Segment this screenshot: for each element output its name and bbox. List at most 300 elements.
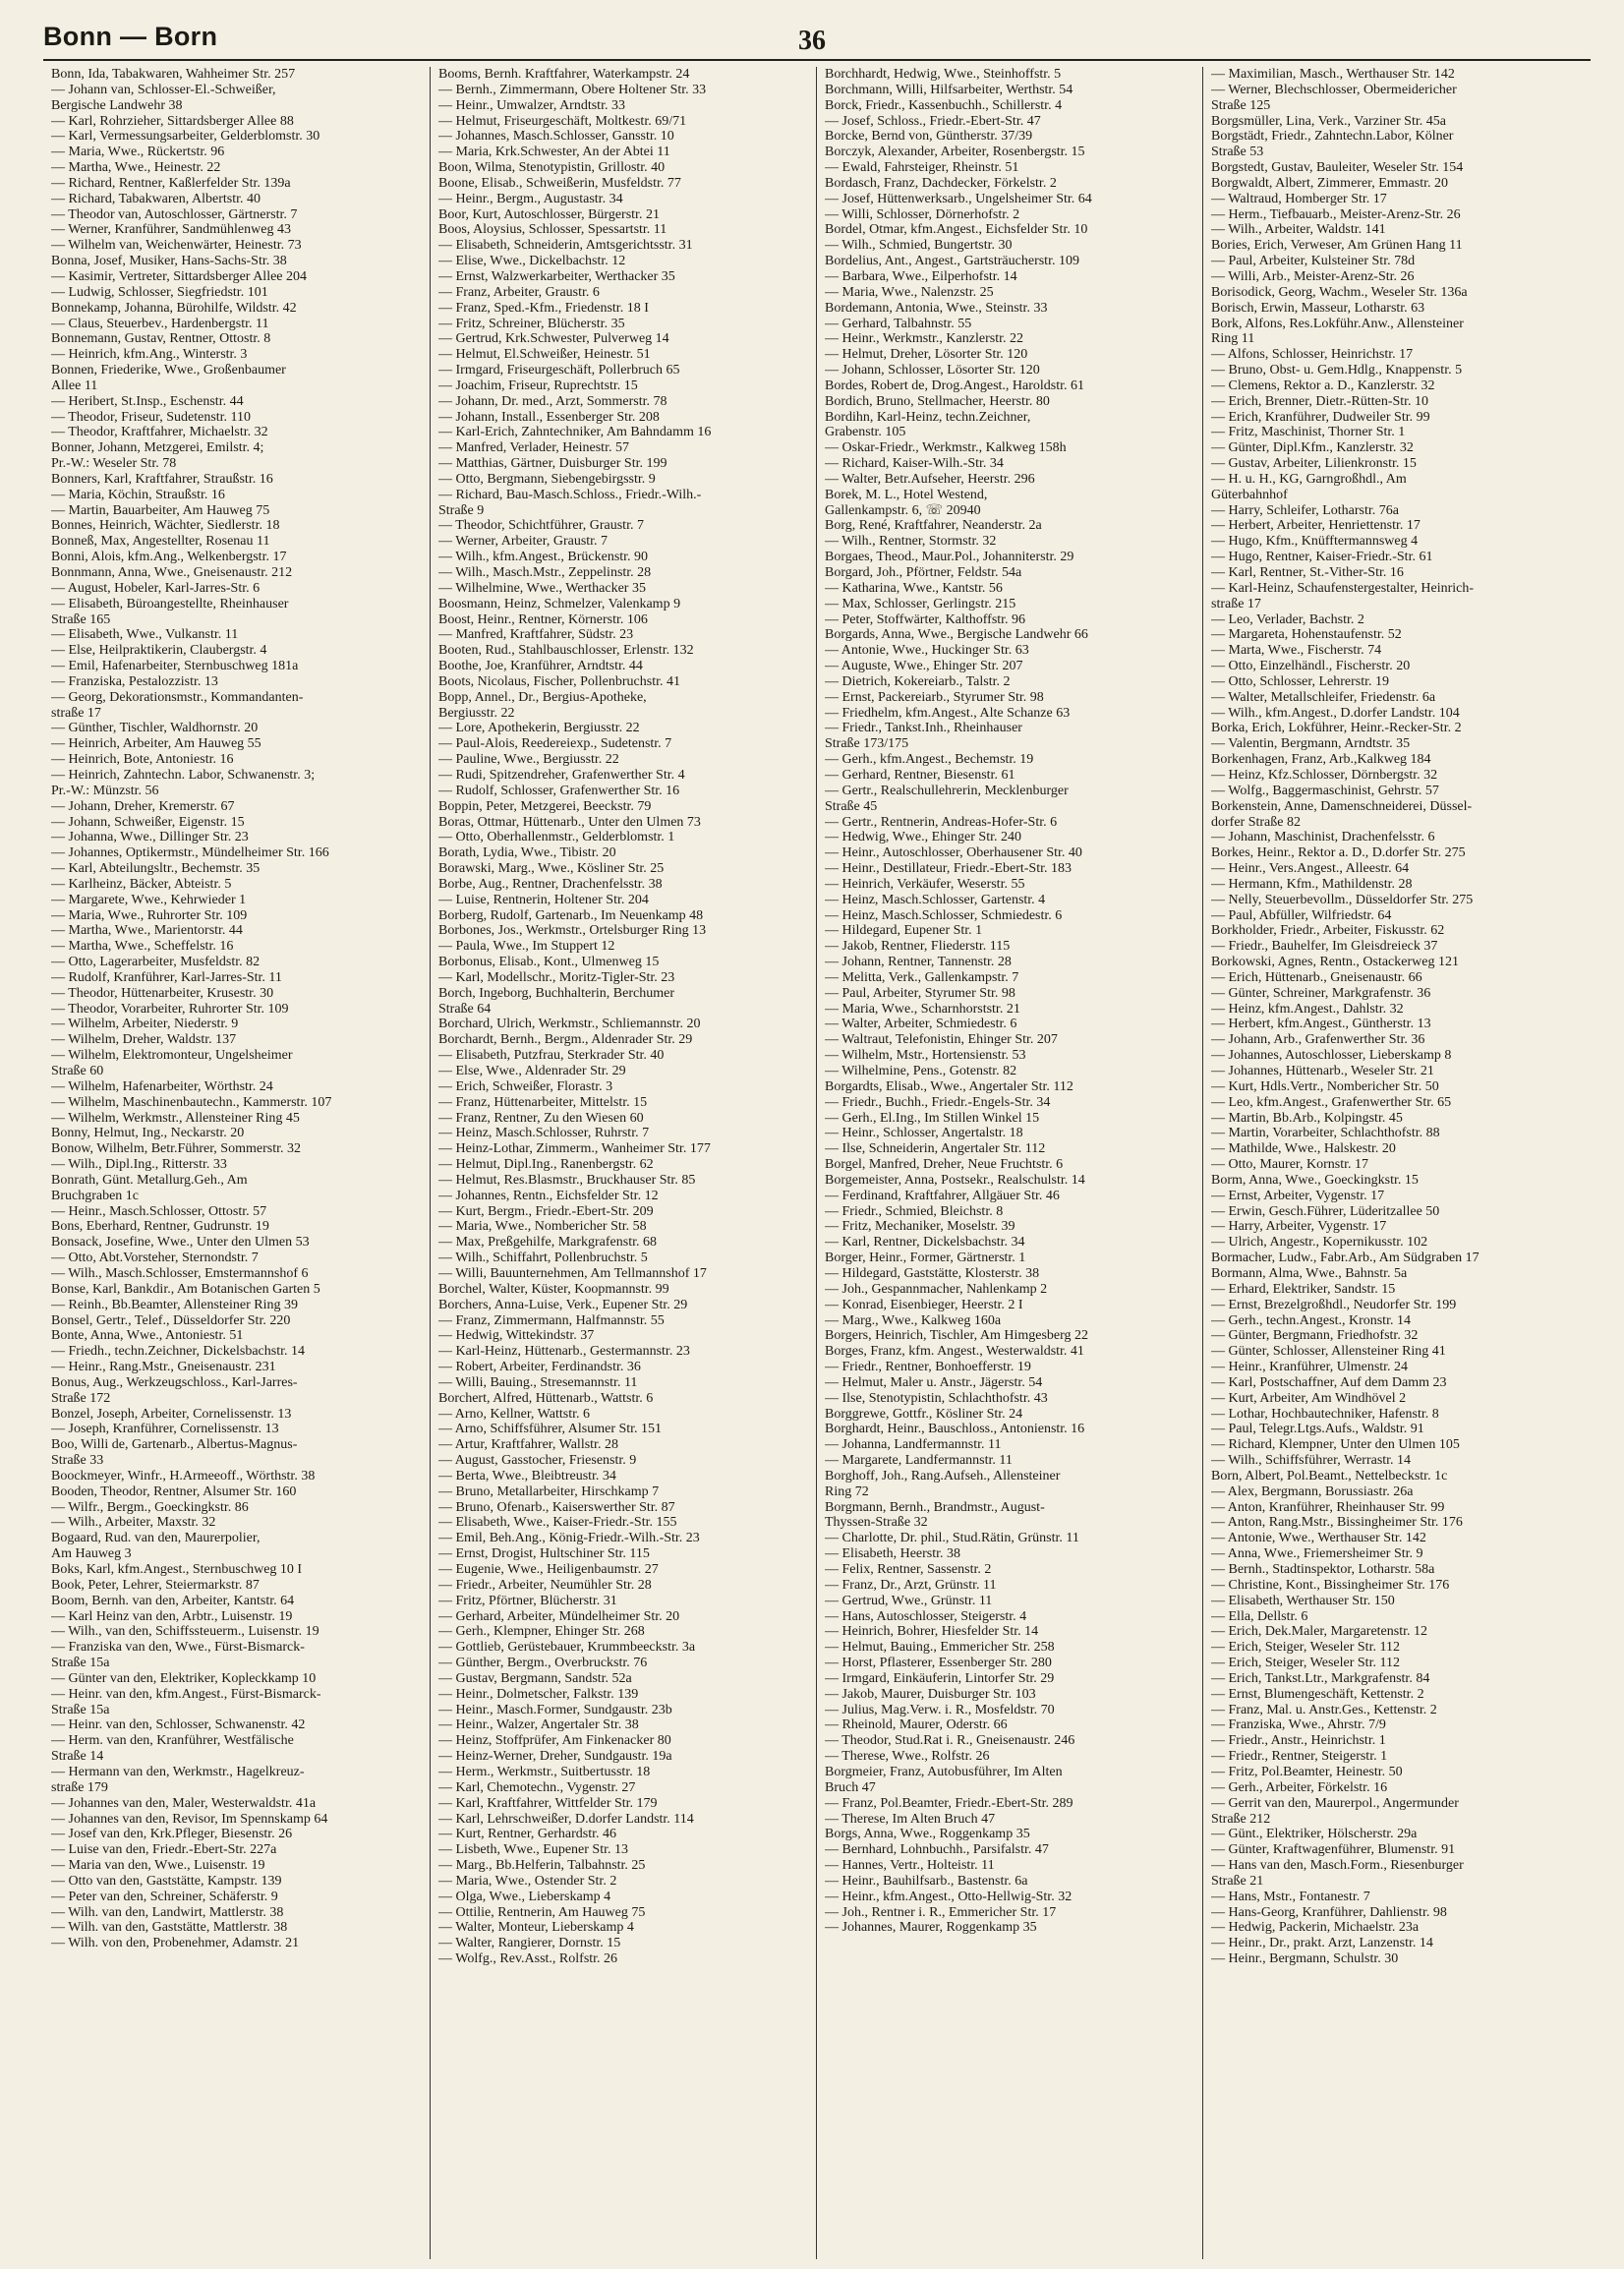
directory-entry-line: Borbonus, Elisab., Kont., Ulmenweg 15 xyxy=(438,955,660,970)
directory-entry-line: Borgwaldt, Albert, Zimmerer, Emmastr. 20 xyxy=(1211,175,1449,191)
directory-entry-line: Borkholder, Friedr., Arbeiter, Fiskusstr. 62 xyxy=(1211,923,1445,939)
directory-entry-line: Grabenstr. 105 xyxy=(825,425,906,440)
directory-entry-line: — Bernh., Stadtinspektor, Lotharstr. 58a xyxy=(1211,1562,1435,1577)
directory-entry-line: — Jakob, Maurer, Duisburger Str. 103 xyxy=(825,1686,1036,1702)
directory-entry-line: — Maria, Wwe., Nalenzstr. 25 xyxy=(825,284,994,300)
directory-entry-line: — Mathilde, Wwe., Halskestr. 20 xyxy=(1211,1141,1396,1157)
directory-entry-line: — Leo, Verlader, Bachstr. 2 xyxy=(1211,611,1364,627)
directory-entry-line: — Barbara, Wwe., Eilperhofstr. 14 xyxy=(825,268,1017,284)
directory-entry-line: Ring 72 xyxy=(825,1484,869,1499)
directory-entry-line: — Johann, Schweißer, Eigenstr. 15 xyxy=(51,814,245,830)
directory-entry-line: Borgel, Manfred, Dreher, Neue Fruchtstr. 6 xyxy=(825,1157,1064,1173)
directory-entry-line: — Waltraud, Homberger Str. 17 xyxy=(1211,191,1387,206)
directory-entry-line: — Irmgard, Friseurgeschäft, Pollerbruch 65 xyxy=(438,363,680,378)
directory-entry-line: — Theodor, Vorarbeiter, Ruhrorter Str. 109 xyxy=(51,1001,289,1017)
directory-entry-line: — Theodor, Schichtführer, Graustr. 7 xyxy=(438,518,644,534)
directory-entry-line: Borghoff, Joh., Rang.Aufseh., Allensteiner xyxy=(825,1468,1061,1484)
directory-entry-line: Borka, Erich, Lokführer, Heinr.-Recker-Str. 2 xyxy=(1211,721,1462,736)
directory-entry-line: Straße 53 xyxy=(1211,145,1264,160)
directory-entry-line: — Heinr., Rang.Mstr., Gneisenaustr. 231 xyxy=(51,1360,276,1375)
directory-entry-line: — Franz, Pol.Beamter, Friedr.-Ebert-Str. 289 xyxy=(825,1795,1073,1811)
directory-entry-line: — Martin, Bb.Arb., Kolpingstr. 45 xyxy=(1211,1110,1403,1126)
directory-entry-line: — Therese, Im Alten Bruch 47 xyxy=(825,1811,996,1827)
directory-entry-line: — Gertr., Rentnerin, Andreas-Hofer-Str. 6 xyxy=(825,814,1058,830)
directory-entry-line: — Ernst, Brezelgroßhdl., Neudorfer Str. 199 xyxy=(1211,1297,1457,1312)
directory-entry-line: — Hannes, Vertr., Holteistr. 11 xyxy=(825,1858,995,1874)
directory-entry-line: — Karl, Rentner, St.-Vither-Str. 16 xyxy=(1211,565,1404,580)
directory-entry-line: — Walter, Betr.Aufseher, Heerstr. 296 xyxy=(825,471,1035,487)
directory-entry-line: — Clemens, Rektor a. D., Kanzlerstr. 32 xyxy=(1211,378,1435,393)
directory-entry-line: Borchel, Walter, Küster, Koopmannstr. 99 xyxy=(438,1281,669,1297)
directory-entry-line: — Richard, Kaiser-Wilh.-Str. 34 xyxy=(825,456,1004,472)
directory-entry-line: — Johann, Dreher, Kremerstr. 67 xyxy=(51,798,235,814)
directory-entry-line: — Hedwig, Wittekindstr. 37 xyxy=(438,1328,595,1344)
directory-entry-line: — Martin, Bauarbeiter, Am Hauweg 75 xyxy=(51,502,270,518)
directory-entry-line: — Otto, Einzelhändl., Fischerstr. 20 xyxy=(1211,659,1411,674)
directory-entry-line: — Erich, Steiger, Weseler Str. 112 xyxy=(1211,1656,1400,1671)
directory-entry-line: — Heinrich, Arbeiter, Am Hauweg 55 xyxy=(51,736,261,752)
directory-entry-line: — Johannes, Hüttenarb., Weseler Str. 21 xyxy=(1211,1064,1434,1078)
directory-entry-line: Borgardts, Elisab., Wwe., Angertaler Str. 112 xyxy=(825,1078,1073,1094)
directory-entry-line: — Emil, Hafenarbeiter, Sternbuschweg 181a xyxy=(51,659,299,674)
directory-entry-line: Straße 21 xyxy=(1211,1873,1264,1889)
directory-entry-line: — Wilh., Schiffsführer, Werrastr. 14 xyxy=(1211,1453,1412,1469)
directory-entry-line: — Johann, Rentner, Tannenstr. 28 xyxy=(825,955,1012,970)
directory-entry-line: — Gerh., El.Ing., Im Stillen Winkel 15 xyxy=(825,1110,1040,1126)
directory-entry-line: Bordihn, Karl-Heinz, techn.Zeichner, xyxy=(825,409,1031,425)
directory-entry-line: — Paul, Abfüller, Wilfriedstr. 64 xyxy=(1211,907,1392,923)
directory-entry-line: Borberg, Rudolf, Gartenarb., Im Neuenkamp 48 xyxy=(438,907,704,923)
directory-entry-line: — Johannes, Masch.Schlosser, Gansstr. 10 xyxy=(438,129,674,145)
directory-entry-line: Borm, Anna, Wwe., Goeckingkstr. 15 xyxy=(1211,1172,1419,1188)
directory-entry-line: — Ludwig, Schlosser, Siegfriedstr. 101 xyxy=(51,284,268,300)
directory-entry-line: — Heinr., Masch.Schlosser, Ottostr. 57 xyxy=(51,1203,267,1219)
directory-entry-line: — Günter, Schreiner, Markgrafenstr. 36 xyxy=(1211,985,1431,1001)
directory-entry-line: — Hermann van den, Werkmstr., Hagelkreuz- xyxy=(51,1764,305,1779)
directory-entry-line: — Heinr. van den, Schlosser, Schwanenstr. 42 xyxy=(51,1717,306,1733)
directory-entry-line: Bonni, Alois, kfm.Ang., Welkenbergstr. 17 xyxy=(51,550,287,565)
directory-entry-line: — Margarete, Landfermannstr. 11 xyxy=(825,1453,1013,1469)
directory-entry-line: — Manfred, Kraftfahrer, Südstr. 23 xyxy=(438,627,634,643)
directory-entry-line: — Lore, Apothekerin, Bergiusstr. 22 xyxy=(438,721,640,736)
directory-entry-line: — Else, Heilpraktikerin, Claubergstr. 4 xyxy=(51,643,267,659)
directory-entry-line: — Robert, Arbeiter, Ferdinandstr. 36 xyxy=(438,1360,641,1375)
directory-entry-line: — Helmut, Res.Blasmstr., Bruckhauser Str. 85 xyxy=(438,1172,696,1188)
directory-entry-line: — Otto van den, Gaststätte, Kampstr. 139 xyxy=(51,1873,282,1889)
directory-entry-line: Boom, Bernh. van den, Arbeiter, Kantstr. 64 xyxy=(51,1593,295,1608)
directory-entry-line: — Wilh., kfm.Angest., Brückenstr. 90 xyxy=(438,550,649,565)
directory-entry-line: — Elise, Wwe., Dickelbachstr. 12 xyxy=(438,254,626,269)
directory-entry-line: Bonny, Helmut, Ing., Neckarstr. 20 xyxy=(51,1126,245,1141)
directory-entry-line: Booten, Rud., Stahlbauschlosser, Erlenstr. 132 xyxy=(438,643,694,659)
directory-entry-line: — Heribert, St.Insp., Eschenstr. 44 xyxy=(51,393,244,409)
directory-entry-line: — Franziska van den, Wwe., Fürst-Bismarck- xyxy=(51,1640,305,1656)
directory-entry-line: — Lothar, Hochbautechniker, Hafenstr. 8 xyxy=(1211,1406,1439,1422)
directory-entry-line: — August, Gasstocher, Friesenstr. 9 xyxy=(438,1453,637,1469)
directory-entry-line: — Martha, Wwe., Scheffelstr. 16 xyxy=(51,939,234,955)
directory-entry-line: — Peter, Stoffwärter, Kalthoffstr. 96 xyxy=(825,611,1026,627)
directory-entry-line: Pr.-W.: Münzstr. 56 xyxy=(51,783,159,798)
directory-entry-line: — Hugo, Kfm., Knüfftermannsweg 4 xyxy=(1211,534,1419,550)
directory-entry-line: — Karl, Lehrschweißer, D.dorfer Landstr. 114 xyxy=(438,1811,694,1827)
directory-entry-line: — Pauline, Wwe., Bergiusstr. 22 xyxy=(438,752,619,768)
directory-entry-line: — Harry, Arbeiter, Vygenstr. 17 xyxy=(1211,1219,1387,1235)
directory-entry-line: — Heinr., Werkmstr., Kanzlerstr. 22 xyxy=(825,331,1023,347)
directory-entry-line: — Gustav, Arbeiter, Lilienkronstr. 15 xyxy=(1211,456,1417,472)
directory-entry-line: — Friedh., techn.Zeichner, Dickelsbachstr. 14 xyxy=(51,1344,305,1360)
directory-entry-line: — Karl, Rentner, Dickelsbachstr. 34 xyxy=(825,1235,1025,1251)
directory-entry-line: — Josef van den, Krk.Pfleger, Biesenstr. 26 xyxy=(51,1827,293,1842)
directory-entry-line: — Erwin, Gesch.Führer, Lüderitzallee 50 xyxy=(1211,1203,1440,1219)
directory-entry-line: — Karl, Vermessungsarbeiter, Gelderblomstr. 30 xyxy=(51,129,320,145)
directory-entry-line: — Wilhelmine, Wwe., Werthacker 35 xyxy=(438,580,646,596)
directory-entry-line: Boor, Kurt, Autoschlosser, Bürgerstr. 21 xyxy=(438,206,660,222)
directory-entry-line: Borchard, Ulrich, Werkmstr., Schliemannstr. 20 xyxy=(438,1017,701,1032)
directory-entry-line: — Willi, Bauunternehmen, Am Tellmannshof 17 xyxy=(438,1265,707,1281)
directory-entry-line: Borchhardt, Hedwig, Wwe., Steinhoffstr. 5 xyxy=(825,67,1062,82)
directory-entry-line: — Joachim, Friseur, Ruprechtstr. 15 xyxy=(438,378,638,393)
directory-entry-line: Straße 14 xyxy=(51,1749,104,1765)
directory-entry-line: Borgmann, Bernh., Brandmstr., August- xyxy=(825,1499,1045,1515)
directory-entry-line: Book, Peter, Lehrer, Steiermarkstr. 87 xyxy=(51,1577,260,1593)
directory-entry-line: — Willi, Arb., Meister-Arenz-Str. 26 xyxy=(1211,268,1415,284)
directory-entry-line: Borgstädt, Friedr., Zahntechn.Labor, Kölner xyxy=(1211,129,1454,145)
directory-entry-line: — Maria, Wwe., Scharnhorststr. 21 xyxy=(825,1001,1020,1017)
directory-entry-line: — Maria, Wwe., Nombericher Str. 58 xyxy=(438,1219,647,1235)
directory-entry-line: — Erich, Kranführer, Dudweiler Str. 99 xyxy=(1211,409,1430,425)
directory-entry-line: — Joh., Rentner i. R., Emmericher Str. 17 xyxy=(825,1904,1057,1920)
directory-entry-line: — Kurt, Rentner, Gerhardstr. 46 xyxy=(438,1827,617,1842)
directory-entry-line: Born, Albert, Pol.Beamt., Nettelbeckstr. 1c xyxy=(1211,1468,1448,1484)
directory-entry-line: — Wolfg., Rev.Asst., Rolfstr. 26 xyxy=(438,1951,618,1967)
directory-entry-line: — Wilh. van den, Landwirt, Mattlerstr. 38 xyxy=(51,1904,284,1920)
directory-entry-line: — Heinr., Umwalzer, Arndtstr. 33 xyxy=(438,97,625,113)
directory-entry-line: — Arno, Schiffsführer, Alsumer Str. 151 xyxy=(438,1422,663,1437)
directory-entry-line: Borkes, Heinr., Rektor a. D., D.dorfer Str. 275 xyxy=(1211,845,1466,861)
directory-entry-line: — Helmut, Bauing., Emmericher Str. 258 xyxy=(825,1640,1055,1656)
directory-entry-line: — Heinr., Walzer, Angertaler Str. 38 xyxy=(438,1717,639,1733)
directory-entry-line: — Alex, Bergmann, Borussiastr. 26a xyxy=(1211,1484,1414,1499)
directory-entry-line: — Heinz-Lothar, Zimmerm., Wanheimer Str. 177 xyxy=(438,1141,711,1157)
directory-entry-line: straße 17 xyxy=(1211,596,1261,611)
directory-entry-line: — Friedr., Schmied, Bleichstr. 8 xyxy=(825,1203,1004,1219)
directory-entry-line: — Heinr., Dolmetscher, Falkstr. 139 xyxy=(438,1686,639,1702)
directory-entry-line: Borawski, Marg., Wwe., Kösliner Str. 25 xyxy=(438,861,665,877)
directory-entry-line: — Anton, Rang.Mstr., Bissingheimer Str. 176 xyxy=(1211,1515,1463,1531)
directory-entry-line: — Wilh., Dipl.Ing., Ritterstr. 33 xyxy=(51,1157,227,1173)
directory-entry-line: — Anton, Kranführer, Rheinhauser Str. 99 xyxy=(1211,1499,1445,1515)
directory-entry-line: Borchardt, Bernh., Bergm., Aldenrader Str. 29 xyxy=(438,1032,693,1048)
directory-entry-line: Straße 15a xyxy=(51,1656,110,1671)
directory-entry-line: Borgs, Anna, Wwe., Roggenkamp 35 xyxy=(825,1827,1030,1842)
directory-entry-line: — Lisbeth, Wwe., Eupener Str. 13 xyxy=(438,1842,628,1858)
directory-entry-line: — Karl-Heinz, Hüttenarb., Gestermannstr. 23 xyxy=(438,1344,690,1360)
directory-entry-line: Boone, Elisab., Schweißerin, Musfeldstr. 77 xyxy=(438,175,681,191)
directory-entry-line: Bonsel, Gertr., Telef., Düsseldorfer Str. 220 xyxy=(51,1312,291,1328)
directory-entry-line: — Antonie, Wwe., Werthauser Str. 142 xyxy=(1211,1531,1426,1546)
directory-entry-line: — Johanna, Wwe., Dillinger Str. 23 xyxy=(51,830,249,845)
directory-entry-line: Borkenstein, Anne, Damenschneiderei, Düssel- xyxy=(1211,798,1473,814)
directory-entry-line: Borgsmüller, Lina, Verk., Varziner Str. 45a xyxy=(1211,113,1446,129)
directory-entry-line: Borbones, Jos., Werkmstr., Ortelsburger Ring 13 xyxy=(438,923,707,939)
directory-entry-line: Bonners, Karl, Kraftfahrer, Straußstr. 16 xyxy=(51,471,273,487)
directory-entry-line: — Heinz, Masch.Schlosser, Gartenstr. 4 xyxy=(825,892,1046,907)
directory-entry-line: — Heinr., Masch.Former, Sundgaustr. 23b xyxy=(438,1702,672,1717)
directory-entry-line: — Günther, Tischler, Waldhornstr. 20 xyxy=(51,721,259,736)
directory-entry-line: Bonneß, Max, Angestellter, Rosenau 11 xyxy=(51,534,270,550)
directory-entry-line: — Franz, Zimmermann, Halfmannstr. 55 xyxy=(438,1312,665,1328)
directory-entry-line: — Hildegard, Gaststätte, Klosterstr. 38 xyxy=(825,1265,1040,1281)
directory-entry-line: — Gertrud, Krk.Schwester, Pulverweg 14 xyxy=(438,331,669,347)
directory-entry-line: — Heinz-Werner, Dreher, Sundgaustr. 19a xyxy=(438,1749,672,1765)
directory-entry-line: — Willi, Schlosser, Dörnerhofstr. 2 xyxy=(825,206,1020,222)
directory-entry-line: — Franziska, Wwe., Ahrstr. 7/9 xyxy=(1211,1717,1386,1733)
directory-entry-line: Gallenkampstr. 6, ☏ 20940 xyxy=(825,502,981,518)
column-4 xyxy=(1202,67,1589,2259)
directory-entry-line: — Walter, Metallschleifer, Friedenstr. 6a xyxy=(1211,689,1436,705)
directory-entry-line: — Friedr., Arbeiter, Neumühler Str. 28 xyxy=(438,1577,652,1593)
directory-entry-line: Bork, Alfons, Res.Lokführ.Anw., Allensteiner xyxy=(1211,316,1464,331)
directory-entry-line: — Johannes, Autoschlosser, Lieberskamp 8 xyxy=(1211,1048,1452,1064)
directory-entry-line: — Karl-Erich, Zahntechniker, Am Bahndamm 16 xyxy=(438,425,712,440)
directory-entry-line: — Wilfr., Bergm., Goeckingkstr. 86 xyxy=(51,1499,249,1515)
running-head: Bonn — Born xyxy=(43,22,218,51)
directory-entry-line: — Oskar-Friedr., Werkmstr., Kalkweg 158h xyxy=(825,440,1067,456)
directory-entry-line: — Johann, Schlosser, Lösorter Str. 120 xyxy=(825,363,1040,378)
directory-entry-line: — August, Hobeler, Karl-Jarres-Str. 6 xyxy=(51,580,261,596)
directory-entry-line: — Alfons, Schlosser, Heinrichstr. 17 xyxy=(1211,347,1414,363)
directory-entry-line: — Matthias, Gärtner, Duisburger Str. 199 xyxy=(438,456,667,472)
directory-entry-line: — Bruno, Ofenarb., Kaiserswerther Str. 87 xyxy=(438,1499,675,1515)
directory-entry-line: — Bruno, Metallarbeiter, Hirschkamp 7 xyxy=(438,1484,660,1499)
directory-entry-line: Boon, Wilma, Stenotypistin, Grillostr. 40 xyxy=(438,160,666,176)
directory-entry-line: Bormann, Alma, Wwe., Bahnstr. 5a xyxy=(1211,1265,1408,1281)
directory-entry-line: Straße 172 xyxy=(51,1390,111,1406)
directory-entry-line: — Paul, Telegr.Ltgs.Aufs., Waldstr. 91 xyxy=(1211,1422,1424,1437)
directory-entry-line: — Wilh., Arbeiter, Maxstr. 32 xyxy=(51,1515,216,1531)
directory-entry-line: — Johann, Arb., Grafenwerther Str. 36 xyxy=(1211,1032,1425,1048)
directory-entry-line: Bonnmann, Anna, Wwe., Gneisenaustr. 212 xyxy=(51,565,293,580)
directory-entry-line: — Helmut, El.Schweißer, Heinestr. 51 xyxy=(438,347,651,363)
directory-entry-line: — Johannes van den, Maler, Westerwaldstr. 41a xyxy=(51,1795,317,1811)
directory-entry-line: — Margareta, Hohenstaufenstr. 52 xyxy=(1211,627,1402,643)
directory-entry-line: Boks, Karl, kfm.Angest., Sternbuschweg 10 I xyxy=(51,1562,303,1577)
directory-entry-line: — Karlheinz, Bäcker, Abteistr. 5 xyxy=(51,876,232,892)
directory-entry-line: — Elisabeth, Heerstr. 38 xyxy=(825,1546,961,1562)
directory-entry-line: — Herbert, Arbeiter, Henriettenstr. 17 xyxy=(1211,518,1421,534)
directory-entry-line: — Gerhard, Arbeiter, Mündelheimer Str. 20 xyxy=(438,1608,680,1624)
directory-entry-line: — Wilh., Rentner, Stormstr. 32 xyxy=(825,534,997,550)
directory-entry-line: — Therese, Wwe., Rolfstr. 26 xyxy=(825,1749,990,1765)
directory-entry-line: — Heinr., Bergm., Augustastr. 34 xyxy=(438,191,623,206)
directory-entry-line: Bonner, Johann, Metzgerei, Emilstr. 4; xyxy=(51,440,264,456)
directory-entry-line: Straße 212 xyxy=(1211,1811,1271,1827)
directory-entry-line: — Heinrich, kfm.Ang., Winterstr. 3 xyxy=(51,347,248,363)
page-number: 36 xyxy=(798,26,826,56)
directory-entry-line: — Otto, Schlosser, Lehrerstr. 19 xyxy=(1211,673,1390,689)
directory-entry-line: Bordes, Robert de, Drog.Angest., Haroldstr. 61 xyxy=(825,378,1085,393)
directory-entry-line: — Erhard, Elektriker, Sandstr. 15 xyxy=(1211,1281,1396,1297)
directory-entry-line: Boosmann, Heinz, Schmelzer, Valenkamp 9 xyxy=(438,596,681,611)
directory-entry-line: Borcke, Bernd von, Güntherstr. 37/39 xyxy=(825,129,1033,145)
directory-entry-line: — Johannes van den, Revisor, Im Spennskamp 64 xyxy=(51,1811,328,1827)
directory-entry-line: — Heinr., Autoschlosser, Oberhausener Str. 40 xyxy=(825,845,1082,861)
directory-entry-line: Borgmeier, Franz, Autobusführer, Im Alten xyxy=(825,1764,1063,1779)
directory-entry-line: — Gerh., kfm.Angest., Bechemstr. 19 xyxy=(825,752,1034,768)
directory-entry-line: — Johannes, Optikermstr., Mündelheimer Str. 166 xyxy=(51,845,329,861)
directory-entry-line: — Friedr., Bauhelfer, Im Gleisdreieck 37 xyxy=(1211,939,1438,955)
directory-entry-line: — Günther, Bergm., Overbruckstr. 76 xyxy=(438,1656,648,1671)
directory-entry-line: — Ewald, Fahrsteiger, Rheinstr. 51 xyxy=(825,160,1019,176)
directory-entry-line: — Karl, Rohrzieher, Sittardsberger Allee 88 xyxy=(51,113,294,129)
directory-entry-line: — Heinr., Schlosser, Angertalstr. 18 xyxy=(825,1126,1023,1141)
directory-entry-line: Borgard, Joh., Pförtner, Feldstr. 54a xyxy=(825,565,1022,580)
directory-entry-line: — Franz, Dr., Arzt, Grünstr. 11 xyxy=(825,1577,997,1593)
directory-entry-line: — Gertr., Realschullehrerin, Mecklenburger xyxy=(825,783,1069,798)
directory-entry-line: — Ottilie, Rentnerin, Am Hauweg 75 xyxy=(438,1904,646,1920)
directory-entry-line: — Heinrich, Bote, Antoniestr. 16 xyxy=(51,752,234,768)
directory-entry-line: — Karl, Abteilungsltr., Bechemstr. 35 xyxy=(51,861,261,877)
directory-entry-line: — Hans, Mstr., Fontanestr. 7 xyxy=(1211,1889,1370,1904)
directory-entry-line: Bonnes, Heinrich, Wächter, Siedlerstr. 18 xyxy=(51,518,280,534)
directory-entry-line: — Gertrud, Wwe., Grünstr. 11 xyxy=(825,1593,993,1608)
directory-entry-line: — Gerhard, Talbahnstr. 55 xyxy=(825,316,972,331)
directory-entry-line: Straße 60 xyxy=(51,1064,104,1078)
directory-entry-line: Bonsack, Josefine, Wwe., Unter den Ulmen 53 xyxy=(51,1235,310,1251)
directory-entry-line: — Maria, Wwe., Ostender Str. 2 xyxy=(438,1873,617,1889)
directory-entry-line: Borggrewe, Gottfr., Kösliner Str. 24 xyxy=(825,1406,1023,1422)
directory-entry-line: — Jakob, Rentner, Fliederstr. 115 xyxy=(825,939,1011,955)
directory-entry-line: — Elisabeth, Büroangestellte, Rheinhauser xyxy=(51,596,289,611)
directory-entry-line: — Hugo, Rentner, Kaiser-Friedr.-Str. 61 xyxy=(1211,550,1433,565)
directory-entry-line: — Wilh., Schiffahrt, Pollenbruchstr. 5 xyxy=(438,1251,648,1266)
directory-entry-line: — Gerh., Arbeiter, Förkelstr. 16 xyxy=(1211,1779,1388,1795)
directory-entry-line: — Paul, Arbeiter, Kulsteiner Str. 78d xyxy=(1211,254,1416,269)
directory-entry-line: Boos, Aloysius, Schlosser, Spessartstr. 11 xyxy=(438,222,667,238)
directory-entry-line: — Fritz, Mechaniker, Moselstr. 39 xyxy=(825,1219,1015,1235)
directory-entry-line: — Ferdinand, Kraftfahrer, Allgäuer Str. 46 xyxy=(825,1188,1060,1203)
directory-entry-line: Bons, Eberhard, Rentner, Gudrunstr. 19 xyxy=(51,1219,269,1235)
directory-entry-line: Straße 45 xyxy=(825,798,878,814)
directory-entry-line: — Bruno, Obst- u. Gem.Hdlg., Knappenstr. 5 xyxy=(1211,363,1463,378)
directory-entry-line: Borg, René, Kraftfahrer, Neanderstr. 2a xyxy=(825,518,1042,534)
directory-entry-line: Bonte, Anna, Wwe., Antoniestr. 51 xyxy=(51,1328,244,1344)
directory-entry-line: Borkowski, Agnes, Rentn., Ostackerweg 121 xyxy=(1211,955,1459,970)
directory-entry-line: dorfer Straße 82 xyxy=(1211,814,1301,830)
directory-entry-line: Borgers, Heinrich, Tischler, Am Himgesberg 22 xyxy=(825,1328,1089,1344)
directory-entry-line: — Antonie, Wwe., Huckinger Str. 63 xyxy=(825,643,1029,659)
directory-entry-line: — Johann, Dr. med., Arzt, Sommerstr. 78 xyxy=(438,393,667,409)
directory-entry-line: — Walter, Arbeiter, Schmiedestr. 6 xyxy=(825,1017,1017,1032)
directory-entry-line: — H. u. H., KG, Garngroßhdl., Am xyxy=(1211,471,1407,487)
directory-entry-line: — Heinr., Kranführer, Ulmenstr. 24 xyxy=(1211,1360,1409,1375)
directory-entry-line: — Richard, Klempner, Unter den Ulmen 105 xyxy=(1211,1437,1460,1453)
directory-entry-line: — Günter, Kraftwagenführer, Blumenstr. 91 xyxy=(1211,1842,1456,1858)
directory-entry-line: — Herm., Tiefbauarb., Meister-Arenz-Str. 26 xyxy=(1211,206,1461,222)
directory-entry-line: Allee 11 xyxy=(51,378,98,393)
directory-entry-line: — Heinrich, Verkäufer, Weserstr. 55 xyxy=(825,876,1025,892)
directory-entry-line: — Ernst, Blumengeschäft, Kettenstr. 2 xyxy=(1211,1686,1424,1702)
directory-entry-line: — Günter, Bergmann, Friedhofstr. 32 xyxy=(1211,1328,1419,1344)
directory-entry-line: Booden, Theodor, Rentner, Alsumer Str. 160 xyxy=(51,1484,297,1499)
directory-entry-line: — Felix, Rentner, Sassenstr. 2 xyxy=(825,1562,992,1577)
directory-entry-line: Straße 33 xyxy=(51,1453,104,1469)
directory-entry-line: — Auguste, Wwe., Ehinger Str. 207 xyxy=(825,659,1023,674)
directory-entry-line: Bordasch, Franz, Dachdecker, Förkelstr. 2 xyxy=(825,175,1057,191)
directory-entry-line: — Theodor van, Autoschlosser, Gärtnerstr. 7 xyxy=(51,206,298,222)
directory-entry-line: — Wilhelm, Hafenarbeiter, Wörthstr. 24 xyxy=(51,1078,273,1094)
directory-entry-line: — Heinz, Stoffprüfer, Am Finkenacker 80 xyxy=(438,1733,671,1749)
directory-entry-line: Bruch 47 xyxy=(825,1779,876,1795)
directory-entry-line: — Wilhelm van, Weichenwärter, Heinestr. 73 xyxy=(51,238,302,254)
header-rule xyxy=(43,59,1591,61)
directory-entry-line: — Else, Wwe., Aldenrader Str. 29 xyxy=(438,1064,626,1078)
directory-entry-line: straße 17 xyxy=(51,705,101,721)
directory-entry-line: Borisch, Erwin, Masseur, Lotharstr. 63 xyxy=(1211,300,1425,316)
directory-entry-line: — Margarete, Wwe., Kehrwieder 1 xyxy=(51,892,247,907)
directory-entry-line: — Elisabeth, Wwe., Kaiser-Friedr.-Str. 155 xyxy=(438,1515,677,1531)
directory-entry-line: — Josef, Schloss., Friedr.-Ebert-Str. 47 xyxy=(825,113,1041,129)
directory-entry-line: — Paul-Alois, Reedereiexp., Sudetenstr. 7 xyxy=(438,736,672,752)
directory-entry-line: — Heinr. van den, kfm.Angest., Fürst-Bismarck- xyxy=(51,1686,321,1702)
directory-entry-line: — Josef, Hüttenwerksarb., Ungelsheimer Str. 64 xyxy=(825,191,1092,206)
column-2 xyxy=(430,67,816,2259)
directory-entry-line: — Maria van den, Wwe., Luisenstr. 19 xyxy=(51,1858,265,1874)
directory-entry-line: — Walter, Monteur, Lieberskamp 4 xyxy=(438,1920,634,1936)
directory-entry-line: — Heinr., Dr., prakt. Arzt, Lanzenstr. 14 xyxy=(1211,1936,1433,1951)
directory-entry-line: Borgemeister, Anna, Postsekr., Realschulstr. 14 xyxy=(825,1172,1085,1188)
directory-entry-line: — Wilh., kfm.Angest., D.dorfer Landstr. 104 xyxy=(1211,705,1460,721)
directory-entry-line: Bonrath, Günt. Metallurg.Geh., Am xyxy=(51,1172,248,1188)
directory-entry-line: — Wilhelm, Mstr., Hortensienstr. 53 xyxy=(825,1048,1026,1064)
directory-entry-line: — Johann, Maschinist, Drachenfelsstr. 6 xyxy=(1211,830,1435,845)
directory-entry-line: Borkenhagen, Franz, Arb.,Kalkweg 184 xyxy=(1211,752,1431,768)
directory-entry-line: — Heinr., Bergmann, Schulstr. 30 xyxy=(1211,1951,1399,1967)
directory-entry-line: — Friedr., Anstr., Heinrichstr. 1 xyxy=(1211,1733,1386,1749)
directory-entry-line: — Wilh., Arbeiter, Waldstr. 141 xyxy=(1211,222,1386,238)
directory-entry-line: — Heinrich, Zahntechn. Labor, Schwanenstr. 3; xyxy=(51,767,316,783)
directory-entry-line: Booms, Bernh. Kraftfahrer, Waterkampstr. 24 xyxy=(438,67,690,82)
directory-entry-line: — Reinh., Bb.Beamter, Allensteiner Ring 39 xyxy=(51,1297,299,1312)
directory-entry-line: Bogaard, Rud. van den, Maurerpolier, xyxy=(51,1531,261,1546)
directory-entry-line: — Erich, Steiger, Weseler Str. 112 xyxy=(1211,1640,1400,1656)
directory-entry-line: — Gerrit van den, Maurerpol., Angermunder xyxy=(1211,1795,1459,1811)
directory-entry-line: — Erich, Tankst.Ltr., Markgrafenstr. 84 xyxy=(1211,1670,1430,1686)
directory-entry-line: — Wilh., Masch.Mstr., Zeppelinstr. 28 xyxy=(438,565,652,580)
directory-columns xyxy=(43,67,1591,2259)
directory-entry-line: — Wilh. van den, Gaststätte, Mattlerstr. 38 xyxy=(51,1920,288,1936)
directory-entry-line: — Heinr., Vers.Angest., Alleestr. 64 xyxy=(1211,861,1410,877)
directory-entry-line: — Heinrich, Bohrer, Hiesfelder Str. 14 xyxy=(825,1624,1039,1640)
directory-entry-line: — Katharina, Wwe., Kantstr. 56 xyxy=(825,580,1003,596)
directory-entry-line: Bopp, Annel., Dr., Bergius-Apotheke, xyxy=(438,689,647,705)
directory-entry-line: — Leo, kfm.Angest., Grafenwerther Str. 65 xyxy=(1211,1094,1452,1110)
directory-entry-line: Bergische Landwehr 38 xyxy=(51,97,183,113)
directory-entry-line: — Fritz, Schreiner, Blücherstr. 35 xyxy=(438,316,625,331)
directory-entry-line: — Ernst, Drogist, Hultschiner Str. 115 xyxy=(438,1546,650,1562)
directory-entry-line: Straße 125 xyxy=(1211,97,1271,113)
directory-entry-line: — Ulrich, Angestr., Kopernikusstr. 102 xyxy=(1211,1235,1428,1251)
directory-entry-line: — Wolfg., Baggermaschinist, Gehrstr. 57 xyxy=(1211,783,1439,798)
directory-entry-line: — Franz, Mal. u. Anstr.Ges., Kettenstr. 2 xyxy=(1211,1702,1437,1717)
directory-entry-line: — Maria, Köchin, Straußstr. 16 xyxy=(51,487,225,502)
directory-entry-line: — Joh., Gespannmacher, Nahlenkamp 2 xyxy=(825,1281,1048,1297)
directory-entry-line: — Max, Preßgehilfe, Markgrafenstr. 68 xyxy=(438,1235,657,1251)
directory-entry-line: — Fritz, Maschinist, Thorner Str. 1 xyxy=(1211,425,1406,440)
directory-entry-line: — Joseph, Kranführer, Cornelissenstr. 13 xyxy=(51,1422,279,1437)
directory-entry-line: — Heinr., Destillateur, Friedr.-Ebert-Str. 183 xyxy=(825,861,1073,877)
directory-entry-line: — Günter, Schlosser, Allensteiner Ring 41 xyxy=(1211,1344,1446,1360)
